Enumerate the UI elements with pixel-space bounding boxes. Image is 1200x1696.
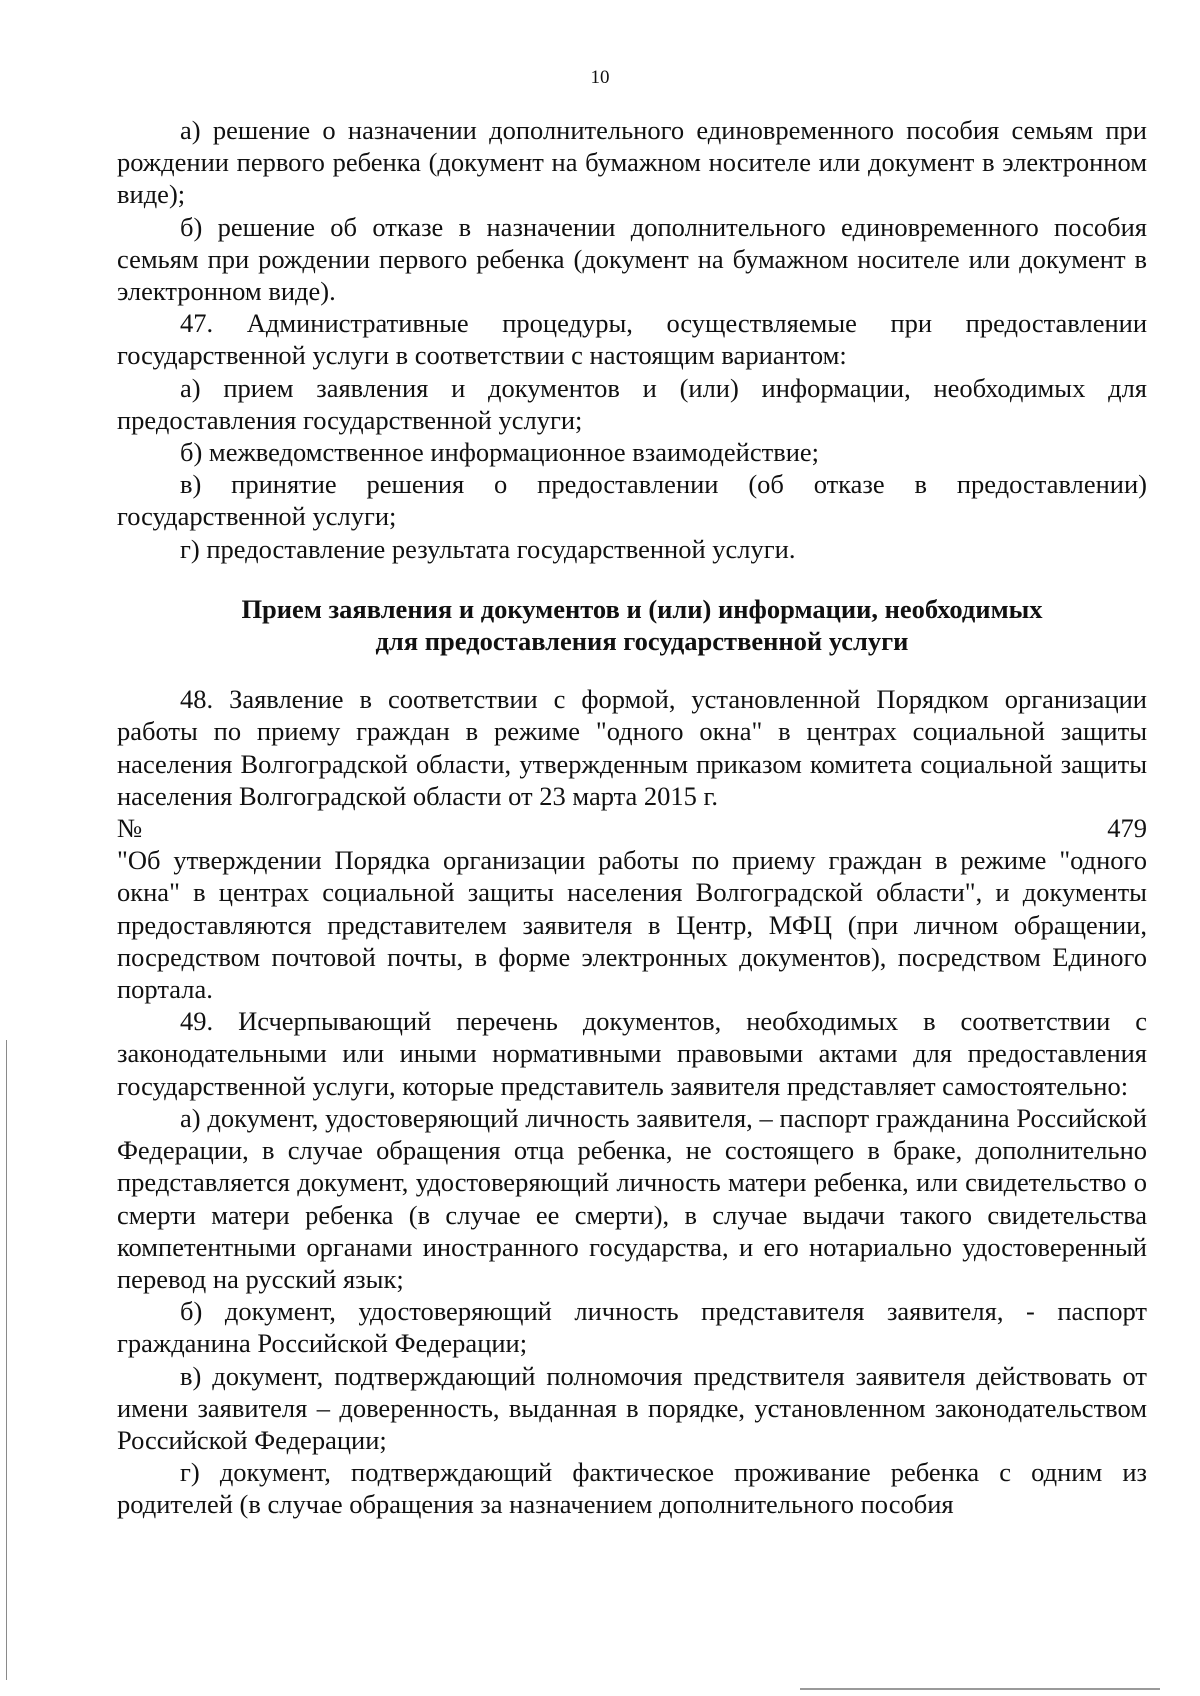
paragraph-47-b: б) межведомственное информационное взаимодействие;: [180, 437, 820, 468]
page-number: 10: [590, 67, 610, 88]
paragraph-decision-refusal: б) решение об отказе в назначении дополнительного единовременного пособия семьям при рождении первого ребенка (документ на бумажном носителе или документ в электронном виде).: [117, 211, 1147, 307]
section-heading-line-1: Прием заявления и документов и (или) информации, необходимых: [241, 593, 1043, 624]
scan-bottom-mark: [800, 1688, 1160, 1690]
order-number: 479: [1107, 813, 1147, 844]
number-sign: №: [117, 813, 143, 844]
paragraph-decision-grant: а) решение о назначении дополнительного единовременного пособия семьям при рождении первого ребенка (документ на бумажном носителе или документ в электронном виде);: [117, 115, 1147, 210]
paragraph-47-g: г) предоставление результата государственной услуги.: [180, 533, 796, 564]
paragraph-47: 47. Административные процедуры, осуществляемые при предоставлении государственной услуги в соответствии с настоящим вариантом:: [117, 308, 1147, 371]
paragraph-49-v: в) документ, подтверждающий полномочия предствителя заявителя действовать от имени заявителя – доверенность, выданная в порядке, установленном законодательством Российской Федерации;: [117, 1360, 1147, 1455]
paragraph-47-a: а) прием заявления и документов и (или) информации, необходимых для предоставления государственной услуги;: [117, 372, 1147, 435]
document-body: [117, 114, 1147, 1521]
paragraph-49-b: б) документ, удостоверяющий личность представителя заявителя, - паспорт гражданина Российской Федерации;: [117, 1296, 1147, 1359]
paragraph-48-part-1: 48. Заявление в соответствии с формой, установленной Порядком организации работы по приему граждан в режиме "одного окна" в центрах социальной защиты населения Волгоградской области, утвержденным приказом комитета социальной защиты населения Волгоградской области от 23 марта 2015 г.: [117, 684, 1147, 811]
scan-edge-line: [6, 1040, 7, 1680]
paragraph-49-g: г) документ, подтверждающий фактическое проживание ребенка с одним из родителей (в случае обращения за назначением дополнительного пособия: [117, 1457, 1147, 1520]
order-number-row: [117, 812, 1147, 844]
section-heading: [117, 593, 1147, 657]
paragraph-48-part-2: "Об утверждении Порядка организации работы по приему граждан в режиме "одного окна" в центрах социальной защиты населения Волгоградской области", и документы предоставляются представителем заявителя в Центр, МФЦ (при личном обращении, посредством почтовой почты, в форме электронных документов), посредством Единого портала.: [117, 845, 1147, 1005]
paragraph-49: 49. Исчерпывающий перечень документов, необходимых в соответствии с законодательными или иными нормативными правовыми актами для предоставления государственной услуги, которые представитель заявителя представляет самостоятельно:: [117, 1006, 1147, 1101]
paragraph-47-v: в) принятие решения о предоставлении (об отказе в предоставлении) государственной услуги;: [117, 469, 1147, 532]
paragraph-49-a: а) документ, удостоверяющий личность заявителя, – паспорт гражданина Российской Федерации, в случае обращения отца ребенка, не состоящего в браке, дополнительно представляется документ, удостоверяющий личность матери ребенка, или свидетельство о смерти матери ребенка (в случае ее смерти), в случае выдачи такого свидетельства компетентными органами иностранного государства, и его нотариально удостоверенный перевод на русский язык;: [117, 1102, 1147, 1294]
section-heading-line-2: для предоставления государственной услуги: [375, 626, 909, 657]
